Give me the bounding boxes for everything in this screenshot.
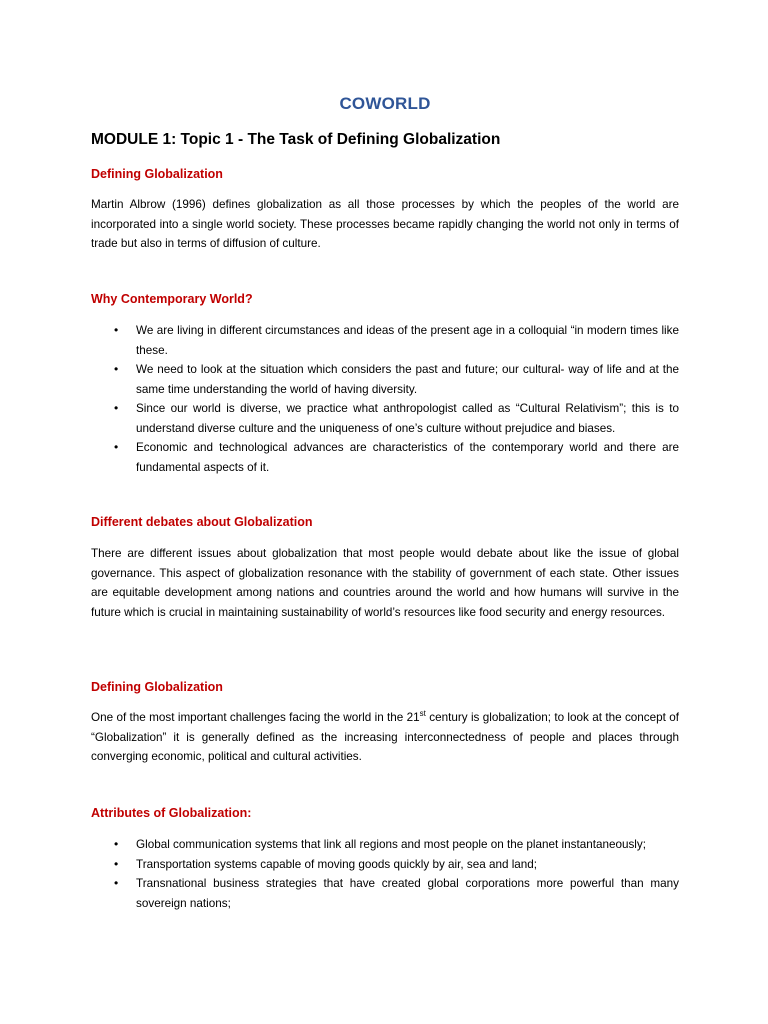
section-heading-debates: Different debates about Globalization bbox=[91, 515, 313, 529]
list-item-text: We are living in different circumstances and ideas of the present age in a colloquial “in modern times like these. bbox=[136, 324, 679, 357]
list-item-text: We need to look at the situation which considers the past and future; our cultural- way of life and at the same time understanding the world of having diversity. bbox=[136, 363, 679, 396]
list-item bbox=[91, 360, 679, 399]
list-item bbox=[91, 321, 679, 360]
paragraph-globalization-challenge: One of the most important challenges facing the world in the 21st century is globalization; to look at the concept of “Globalization” it is generally defined as the increasing interconnectedness of people and places through converging economic, political and cultural activities. bbox=[91, 709, 679, 763]
paragraph-albrow-definition: Martin Albrow (1996) defines globalization as all those processes by which the peoples of the world are incorporated into a single world society. These processes became rapidly changing the world not only in terms of trade but also in terms of diffusion of culture. bbox=[91, 198, 679, 250]
section-heading-defining-globalization: Defining Globalization bbox=[91, 167, 223, 181]
bullet-icon: • bbox=[114, 837, 119, 851]
document-page bbox=[91, 0, 679, 1024]
list-item bbox=[91, 399, 679, 438]
list-item-text: Transnational business strategies that have created global corporations more powerful than many sovereign nations; bbox=[136, 877, 679, 910]
module-title: MODULE 1: Topic 1 - The Task of Defining Globalization bbox=[91, 131, 501, 148]
bullet-icon: • bbox=[114, 876, 119, 890]
list-item-text: Transportation systems capable of moving goods quickly by air, sea and land; bbox=[136, 857, 538, 871]
bullet-list-contemporary-world bbox=[91, 321, 679, 477]
paragraph-debates: There are different issues about globalization that most people would debate about like the issue of global governance. This aspect of globalization resonance with the stability of government of each state. Other issues are equitable development among nations and countries around the world and how humans will survive in the future which is crucial in maintaining sustainability of world’s resources like food security and energy resources. bbox=[91, 547, 679, 619]
list-item-text: Since our world is diverse, we practice what anthropologist called as “Cultural Relativism”; this is to understand diverse culture and the uniqueness of one’s culture without prejudice and biases. bbox=[136, 402, 679, 435]
list-item bbox=[91, 874, 679, 913]
section-heading-attributes: Attributes of Globalization: bbox=[91, 806, 252, 820]
section-heading-defining-globalization-2: Defining Globalization bbox=[91, 680, 223, 694]
bullet-icon: • bbox=[114, 440, 119, 454]
list-item-text: Global communication systems that link all regions and most people on the planet instantaneously; bbox=[136, 838, 646, 851]
document-title: COWORLD bbox=[339, 94, 431, 113]
bullet-icon: • bbox=[114, 362, 119, 376]
list-item bbox=[91, 855, 679, 875]
bullet-list-attributes bbox=[91, 835, 679, 913]
list-item bbox=[91, 438, 679, 477]
bullet-icon: • bbox=[114, 323, 119, 337]
bullet-icon: • bbox=[114, 856, 119, 871]
list-item-text: Economic and technological advances are characteristics of the contemporary world and there are fundamental aspects of it. bbox=[136, 441, 679, 474]
bullet-icon: • bbox=[114, 401, 119, 415]
section-heading-why-contemporary-world: Why Contemporary World? bbox=[91, 292, 253, 306]
list-item bbox=[91, 835, 679, 855]
